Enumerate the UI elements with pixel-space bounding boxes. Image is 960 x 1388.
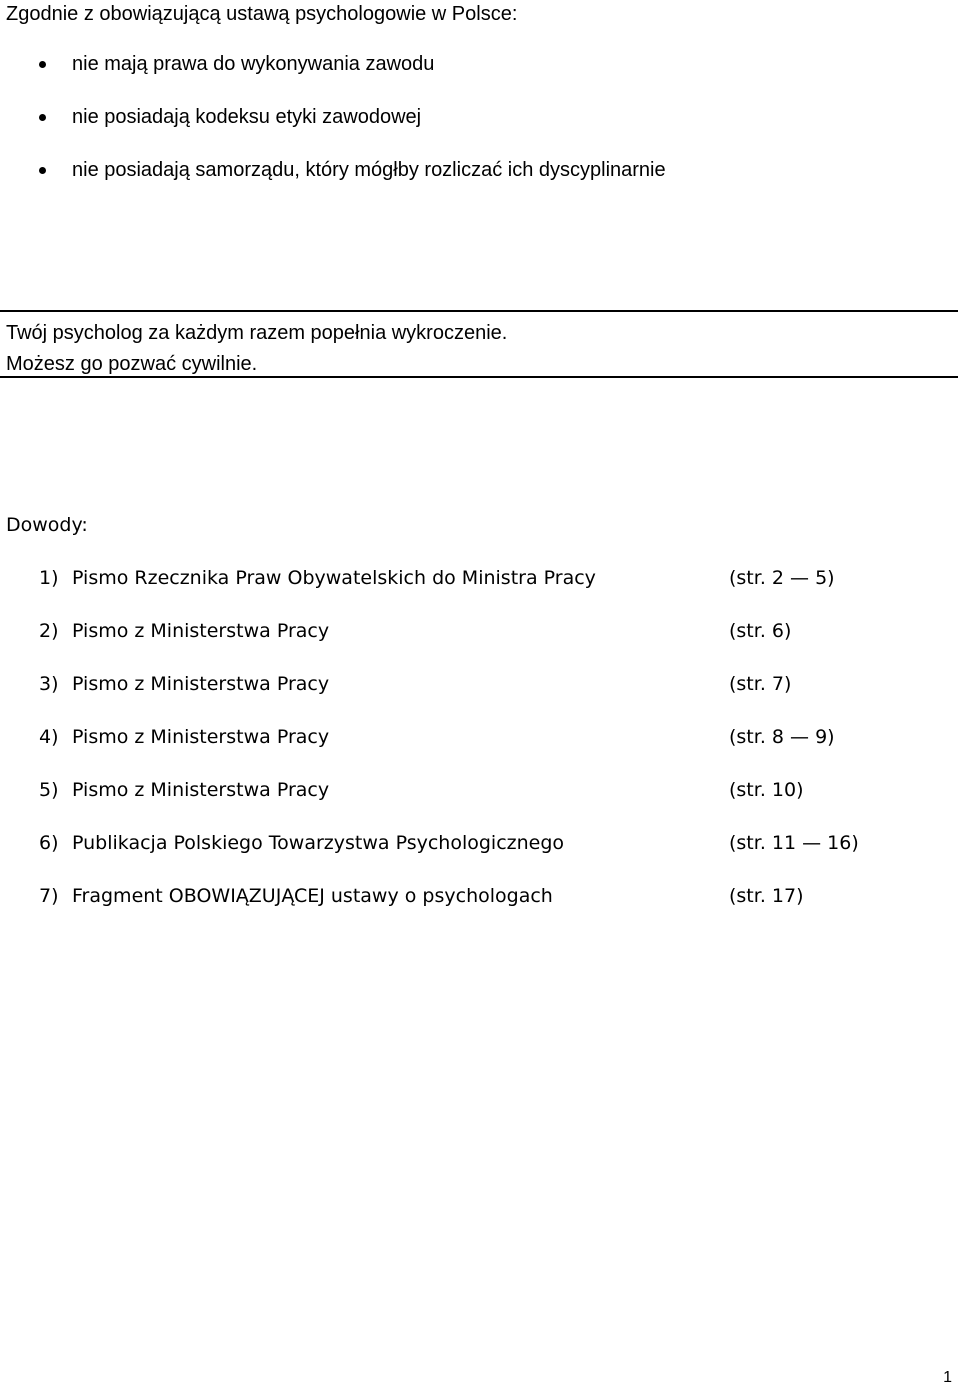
evidence-title: Publikacja Polskiego Towarzystwa Psychologicznego [72,832,565,854]
evidence-title: Pismo z Ministerstwa Pracy [72,779,330,801]
evidence-number: 1) [39,567,59,589]
notice-line: Twój psycholog za każdym razem popełnia wykroczenie. [6,322,508,344]
bullet-text: nie posiadają samorządu, który mógłby rozliczać ich dyscyplinarnie [72,159,666,181]
notice-box [0,310,958,378]
evidence-title: Pismo z Ministerstwa Pracy [72,620,330,642]
bullet-icon [39,61,46,68]
evidence-pages: (str. 10) [729,779,804,801]
evidence-title: Pismo z Ministerstwa Pracy [72,673,330,695]
evidence-title: Pismo Rzecznika Praw Obywatelskich do Ministra Pracy [72,567,596,589]
evidence-title: Fragment OBOWIĄZUJĄCEJ ustawy o psychologach [72,885,553,907]
evidence-pages: (str. 17) [729,885,804,907]
evidence-number: 3) [39,673,59,695]
evidence-pages: (str. 8 — 9) [729,726,835,748]
evidence-pages: (str. 6) [729,620,792,642]
notice-line: Możesz go pozwać cywilnie. [6,353,258,375]
evidence-heading: Dowody: [6,514,88,536]
bullet-icon [39,167,46,174]
evidence-pages: (str. 2 — 5) [729,567,835,589]
evidence-number: 4) [39,726,59,748]
evidence-number: 2) [39,620,59,642]
evidence-number: 5) [39,779,59,801]
intro-text: Zgodnie z obowiązującą ustawą psychologowie w Polsce: [6,3,518,25]
bullet-icon [39,114,46,121]
bullet-text: nie posiadają kodeksu etyki zawodowej [72,106,422,128]
bullet-text: nie mają prawa do wykonywania zawodu [72,53,435,75]
evidence-pages: (str. 11 — 16) [729,832,859,854]
page-number: 1 [943,1369,952,1386]
evidence-pages: (str. 7) [729,673,792,695]
evidence-number: 6) [39,832,59,854]
evidence-number: 7) [39,885,59,907]
evidence-title: Pismo z Ministerstwa Pracy [72,726,330,748]
